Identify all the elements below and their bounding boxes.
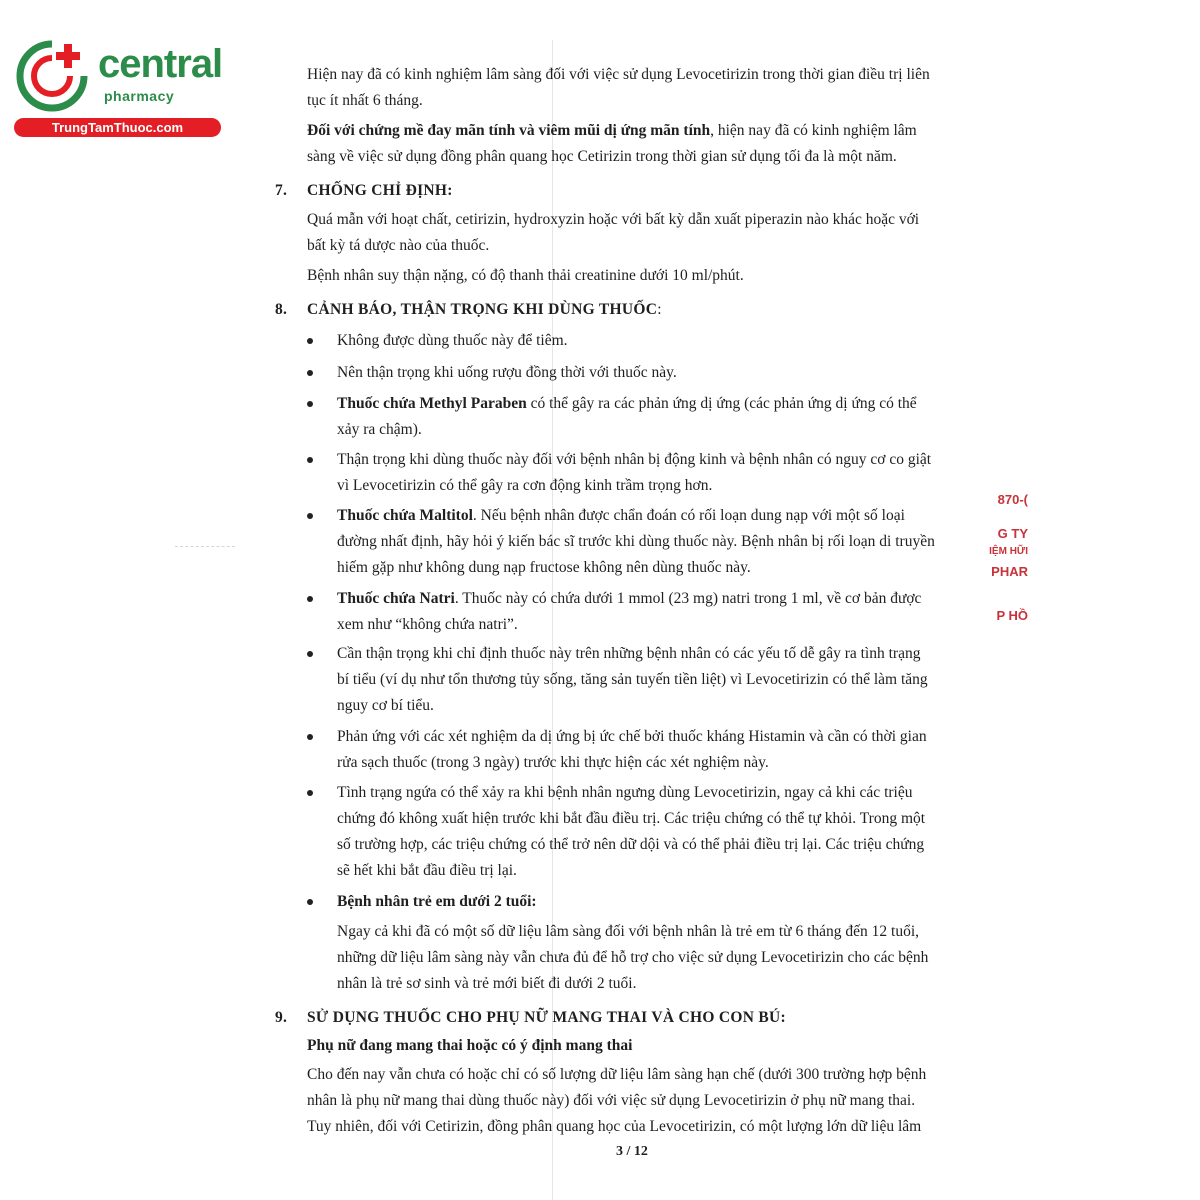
logo-sub: pharmacy [104, 88, 175, 104]
bullet-10-line-3: nhân là trẻ sơ sinh và trẻ mới biết đi dưới 2 tuổi. [337, 975, 637, 992]
bullet-6-line-2: xem như “không chứa natri”. [337, 616, 518, 633]
stamp-text-5: P HỒ [996, 608, 1028, 623]
bullet-3-line-1 [337, 391, 917, 417]
bullet-5 [307, 513, 313, 519]
stamp-text-3: IỆM HỮI [989, 546, 1028, 557]
section-9-number: 9. [275, 1009, 288, 1026]
section-8-number: 8. [275, 301, 288, 318]
section-8-colon: : [657, 301, 662, 318]
bullet-8-line-2: rửa sạch thuốc (trong 3 ngày) trước khi thực hiện các xét nghiệm này. [337, 754, 769, 771]
bullet-3-bold: Thuốc chứa Methyl Paraben [337, 395, 527, 412]
bullet-5-line-1 [337, 503, 905, 529]
intro-bold: Đối với chứng mề đay mãn tính và viêm mũi dị ứng mãn tính [307, 122, 711, 139]
section-7-line-2: bất kỳ tá dược nào của thuốc. [307, 237, 490, 254]
bullet-2-text: Nên thận trọng khi uống rượu đồng thời với thuốc này. [337, 364, 677, 381]
section-7-line-3: Bệnh nhân suy thận nặng, có độ thanh thải creatinine dưới 10 ml/phút. [307, 267, 744, 284]
bullet-7-line-3: nguy cơ bí tiểu. [337, 697, 434, 714]
intro-line-1: Hiện nay đã có kinh nghiệm lâm sàng đối với việc sử dụng Levocetirizin trong thời gian điều trị liên [307, 66, 930, 83]
section-9-line-1: Cho đến nay vẫn chưa có hoặc chỉ có số lượng dữ liệu lâm sàng hạn chế (dưới 300 trường hợp bệnh [307, 1066, 927, 1083]
bullet-4-line-1: Thận trọng khi dùng thuốc này đối với bệnh nhân bị động kinh và bệnh nhân có nguy cơ co giật [337, 451, 932, 468]
logo-site[interactable]: TrungTamThuoc.com [14, 118, 221, 137]
bullet-9-line-2: chứng đó không xuất hiện trước khi bắt đầu điều trị. Các triệu chứng có thể tự khỏi. Trong một [337, 810, 926, 827]
bullet-5-line-2: đường nhất định, hãy hỏi ý kiến bác sĩ trước khi dùng thuốc này. Bệnh nhân bị rối loạn di truyền [337, 533, 935, 550]
stamp-text-4: PHAR [991, 564, 1028, 579]
bullet-6-rest: . Thuốc này có chứa dưới 1 mmol (23 mg) natri trong 1 ml, về cơ bản được [454, 590, 922, 607]
company-stamp [988, 488, 1028, 638]
section-8-heading [307, 297, 662, 323]
bullet-3-line-2: xảy ra chậm). [337, 421, 422, 438]
bullet-10-line-2: những dữ liệu lâm sàng này vẫn chưa đủ để hỗ trợ cho việc sử dụng Levocetirizin cho các bệnh [337, 949, 929, 966]
bullet-10-line-1: Ngay cả khi đã có một số dữ liệu lâm sàng đối với bệnh nhân là trẻ em từ 6 tháng đến 12 tuổi, [337, 923, 920, 940]
bullet-4 [307, 457, 313, 463]
bullet-5-line-3: hiếm gặp như không dung nạp fructose không nên dùng thuốc này. [337, 559, 751, 576]
intro-line-2: tục ít nhất 6 tháng. [307, 92, 423, 109]
section-9-line-2: nhân là phụ nữ mang thai dùng thuốc này) đối với việc sử dụng Levocetirizin ở phụ nữ mang thai. [307, 1092, 916, 1109]
section-8-title: CẢNH BÁO, THẬN TRỌNG KHI DÙNG THUỐC [307, 301, 658, 318]
bullet-10-heading: Bệnh nhân trẻ em dưới 2 tuổi: [337, 893, 537, 910]
bullet-9 [307, 790, 313, 796]
bullet-5-bold: Thuốc chứa Maltitol [337, 507, 473, 524]
section-7-line-1: Quá mẫn với hoạt chất, cetirizin, hydroxyzin hoặc với bất kỳ dẫn xuất piperazin nào khác hoặc với [307, 211, 920, 228]
bullet-3 [307, 401, 313, 407]
section-7-number: 7. [275, 182, 288, 199]
bullet-1-text: Không được dùng thuốc này để tiêm. [337, 332, 568, 349]
bullet-7-line-1: Cần thận trọng khi chỉ định thuốc này trên những bệnh nhân có các yếu tố dễ gây ra tình trạng [337, 645, 921, 662]
bullet-3-rest: có thể gây ra các phản ứng dị ứng (các phản ứng dị ứng có thể [526, 395, 917, 412]
bullet-9-line-4: sẽ hết khi bắt đầu điều trị lại. [337, 862, 517, 879]
bullet-4-line-2: vì Levocetirizin có thể gây ra cơn động kinh trầm trọng hơn. [337, 477, 713, 494]
bullet-6 [307, 596, 313, 602]
bullet-2 [307, 370, 313, 376]
bullet-9-line-1: Tình trạng ngứa có thể xảy ra khi bệnh nhân ngưng dùng Levocetirizin, ngay cả khi các triệu [337, 784, 913, 801]
bullet-7-line-2: bí tiểu (ví dụ như tổn thương tủy sống, tăng sản tuyến tiền liệt) vì Levocetirizin có thể làm tăng [337, 671, 928, 688]
bullet-6-line-1 [337, 586, 921, 612]
section-7-title: CHỐNG CHỈ ĐỊNH: [307, 182, 453, 199]
page-number: 3 / 12 [616, 1144, 648, 1159]
bullet-6-bold: Thuốc chứa Natri [337, 590, 455, 607]
bullet-9-line-3: số trường hợp, các triệu chứng có thể trở nên dữ dội và có thể phải điều trị lại. Các triệu chứng [337, 836, 925, 853]
logo-name: central [98, 42, 223, 86]
bullet-1 [307, 338, 313, 344]
intro-paragraph-2 [307, 118, 917, 144]
bullet-8-line-1: Phản ứng với các xét nghiệm da dị ứng bị ức chế bởi thuốc kháng Histamin và cần có thời gian [337, 728, 927, 745]
stamp-text-2: G TY [997, 526, 1028, 541]
section-9-subheading: Phụ nữ đang mang thai hoặc có ý định mang thai [307, 1037, 633, 1054]
intro-paragraph-2-line-2: sàng về việc sử dụng đồng phân quang học Cetirizin trong thời gian sử dụng tối đa là một năm. [307, 148, 897, 165]
intro-rest: , hiện nay đã có kinh nghiệm lâm [710, 122, 917, 139]
section-9-line-3: Tuy nhiên, đối với Cetirizin, đồng phân quang học của Levocetirizin, có một lượng lớn dữ liệu lâm [307, 1118, 922, 1135]
bullet-10 [307, 899, 313, 905]
stamp-text-1: 870-( [997, 492, 1028, 507]
bullet-7 [307, 651, 313, 657]
bullet-8 [307, 734, 313, 740]
bullet-5-rest: . Nếu bệnh nhân được chẩn đoán có rối loạn dung nạp với một số loại [472, 507, 905, 524]
section-9-title: SỬ DỤNG THUỐC CHO PHỤ NỮ MANG THAI VÀ CHO CON BÚ: [307, 1009, 786, 1026]
